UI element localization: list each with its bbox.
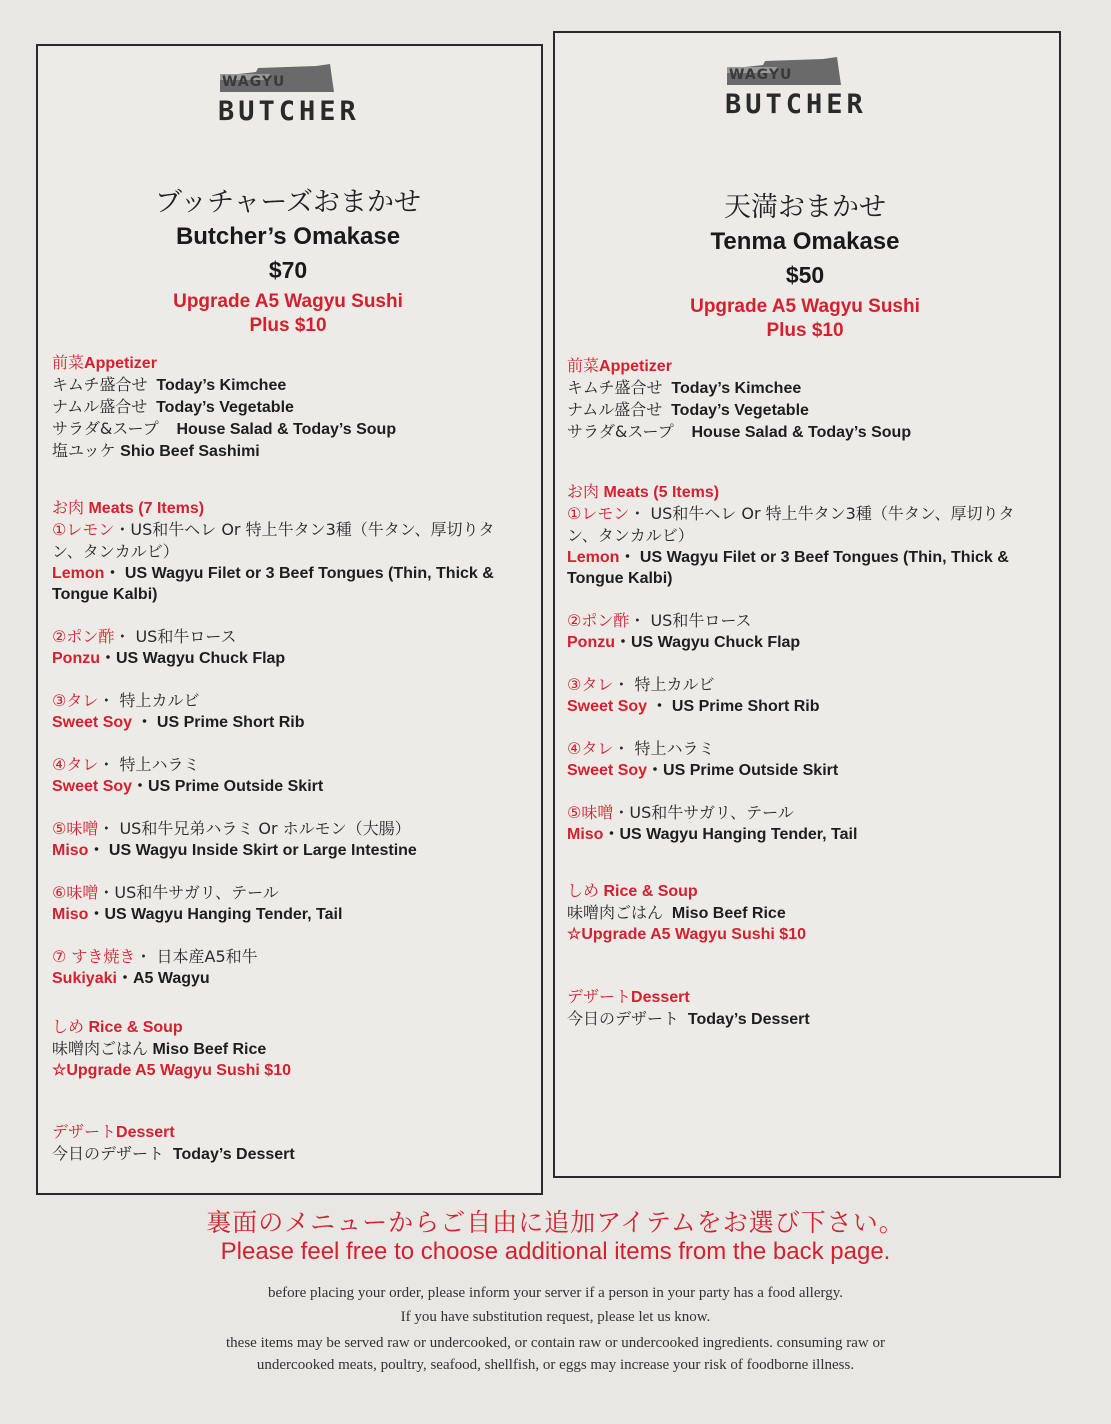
logo-butcher-text: BUTCHER <box>725 89 867 120</box>
menu-item: キムチ盛合せ Today’s Kimchee <box>567 378 802 397</box>
meat-item: ②ポン酢・ US和牛ロース Ponzu・US Wagyu Chuck Flap <box>52 627 286 667</box>
section-heading: 前菜Appetizer <box>52 353 157 372</box>
section-heading: お肉 Meats (7 Items) <box>52 498 205 517</box>
meats-section <box>52 497 522 989</box>
tenma-omakase-menu <box>553 31 1061 1178</box>
wagyu-butcher-logo <box>218 62 360 128</box>
meat-item: ①レモン・ US和牛ヘレ Or 特上牛タン3種（牛タン、厚切りタン、タンカルビ） Lemon・ US Wagyu Filet or 3 Beef Tongues (Thin, Thick & Tongue Kalbi) <box>567 504 1015 587</box>
title-en: Butcher’s Omakase <box>175 223 401 250</box>
dessert-section <box>567 986 1037 1030</box>
meat-item: ④タレ・ 特上ハラミ Sweet Soy・US Prime Outside Skirt <box>567 739 839 779</box>
menu-item: 今日のデザート Today’s Dessert <box>567 1009 810 1028</box>
appetizer-section <box>52 352 532 462</box>
upgrade-line1: Upgrade A5 Wagyu Sushi <box>690 296 920 317</box>
menu-item: 今日のデザート Today’s Dessert <box>52 1144 295 1163</box>
raw-food-warning-line1: these items may be served raw or undercooked, or contain raw or undercooked ingredients. consuming raw or <box>226 1335 885 1351</box>
logo-butcher-text: BUTCHER <box>218 96 360 127</box>
menu-item: 味噌肉ごはん Miso Beef Rice <box>52 1039 267 1058</box>
meat-item: ①レモン・US和牛ヘレ Or 特上牛タン3種（牛タン、厚切りタン、タンカルビ） Lemon・ US Wagyu Filet or 3 Beef Tongues (Thin, Thick & Tongue Kalbi) <box>52 520 495 603</box>
menu-item: キムチ盛合せ Today’s Kimchee <box>52 375 287 394</box>
logo-wagyu-text: WAGYU <box>729 67 793 83</box>
allergy-notice: before placing your order, please inform your server if a person in your party has a food allergy. <box>267 1285 844 1301</box>
menu-header <box>555 185 1055 343</box>
title-jp: 天満おまかせ <box>724 192 886 223</box>
section-heading: 前菜Appetizer <box>567 356 672 375</box>
upgrade-line2: Plus $10 <box>766 320 844 341</box>
upgrade-note <box>555 295 1055 343</box>
meat-item: ②ポン酢・ US和牛ロース Ponzu・US Wagyu Chuck Flap <box>567 611 801 651</box>
butchers-omakase-menu <box>36 44 543 1195</box>
meats-section <box>567 481 1037 845</box>
wagyu-butcher-logo <box>725 55 867 121</box>
dessert-section <box>52 1121 522 1165</box>
menu-item: サラダ&スープ House Salad & Today’s Soup <box>52 419 397 438</box>
footer-note-jp: 裏面のメニューからご自由に追加アイテムをお選び下さい。 <box>206 1208 905 1237</box>
menu-item: ナムル盛合せ Today’s Vegetable <box>52 397 294 416</box>
upgrade-line2: Plus $10 <box>249 315 327 336</box>
meat-item: ⑥味噌・US和牛サガリ、テール Miso・US Wagyu Hanging Tender, Tail <box>52 883 343 923</box>
meat-item: ③タレ・ 特上カルビ Sweet Soy ・ US Prime Short Rib <box>52 691 305 731</box>
meat-item: ④タレ・ 特上ハラミ Sweet Soy・US Prime Outside Skirt <box>52 755 324 795</box>
price: $70 <box>268 257 308 283</box>
footer-note-en: Please feel free to choose additional items from the back page. <box>220 1238 891 1265</box>
title-en: Tenma Omakase <box>710 228 900 255</box>
menu-item: 味噌肉ごはん Miso Beef Rice <box>567 903 786 922</box>
meat-item: ⑦ すき焼き・ 日本産A5和牛 Sukiyaki・A5 Wagyu <box>52 947 258 987</box>
rice-soup-section <box>567 880 1037 945</box>
menu-item: ナムル盛合せ Today’s Vegetable <box>567 400 809 419</box>
upgrade-item: ☆Upgrade A5 Wagyu Sushi $10 <box>52 1062 291 1079</box>
substitution-notice: If you have substitution request, please let us know. <box>400 1309 711 1325</box>
meat-item: ⑤味噌・ US和牛兄弟ハラミ Or ホルモン（大腸） Miso・ US Wagyu Inside Skirt or Large Intestine <box>52 819 417 859</box>
appetizer-section <box>567 355 1047 443</box>
title-jp: ブッチャーズおまかせ <box>155 187 421 218</box>
section-heading: しめ Rice & Soup <box>52 1017 183 1036</box>
upgrade-note <box>38 290 538 338</box>
menu-item: サラダ&スープ House Salad & Today’s Soup <box>567 422 912 441</box>
menu-header <box>38 180 538 338</box>
rice-soup-section <box>52 1016 522 1081</box>
price: $50 <box>785 262 825 288</box>
upgrade-item: ☆Upgrade A5 Wagyu Sushi $10 <box>567 926 806 943</box>
menu-item: 塩ユッケ Shio Beef Sashimi <box>52 441 260 460</box>
section-heading: お肉 Meats (5 Items) <box>567 482 720 501</box>
section-heading: しめ Rice & Soup <box>567 881 698 900</box>
section-heading: デザートDessert <box>567 987 690 1006</box>
meat-item: ③タレ・ 特上カルビ Sweet Soy ・ US Prime Short Rib <box>567 675 820 715</box>
raw-food-warning-line2: undercooked meats, poultry, seafood, shellfish, or eggs may increase your risk of foodborne illness. <box>256 1357 855 1373</box>
meat-item: ⑤味噌・US和牛サガリ、テール Miso・US Wagyu Hanging Tender, Tail <box>567 803 858 843</box>
logo-wagyu-text: WAGYU <box>222 74 286 90</box>
upgrade-line1: Upgrade A5 Wagyu Sushi <box>173 291 403 312</box>
section-heading: デザートDessert <box>52 1122 175 1141</box>
